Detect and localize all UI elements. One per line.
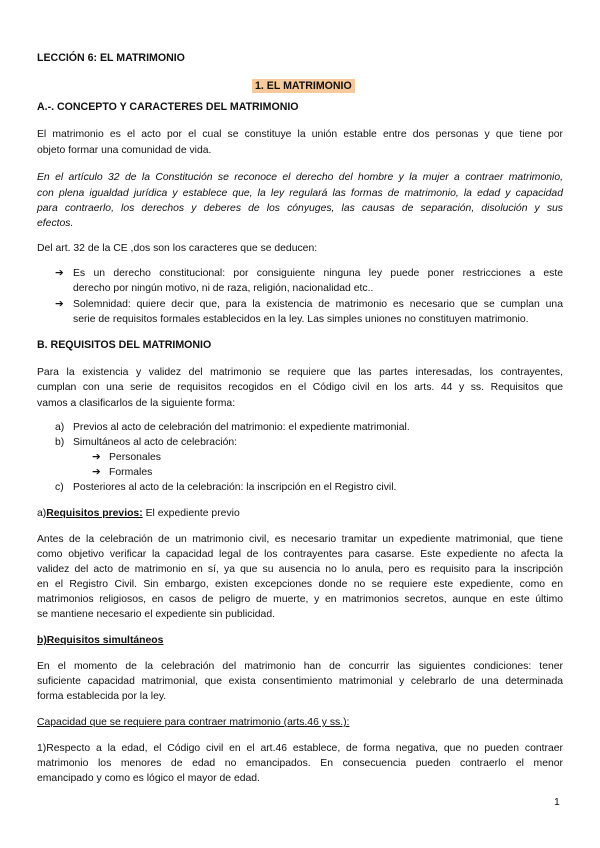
section-b-title: B. REQUISITOS DEL MATRIMONIO [37, 339, 212, 351]
capacidad-line: emancipado y como es lógico el mayor de edad. [37, 773, 260, 784]
arrow-bullet-icon: ➔ [55, 268, 64, 279]
list-marker: c) [55, 482, 64, 493]
caracter-line: derecho por ningún motivo, ni de raza, religión, nacionalidad etc.. [73, 283, 374, 294]
section-1-title-highlight: 1. EL MATRIMONIO [252, 79, 355, 93]
arrow-bullet-icon: ➔ [92, 467, 101, 478]
simultaneos-line: suficiente capacidad matrimonial, que exista consentimiento matrimonial y celebrarlo de una determinada [37, 676, 563, 687]
list-item: Simultáneos al acto de celebración: [73, 437, 238, 448]
previos-heading-rest: El expediente previo [142, 508, 240, 519]
constitution-line: En el artículo 32 de la Constitución se reconoce el derecho del hombre y la mujer a contraer matrimonio, [37, 172, 563, 183]
caracter-line: Solemnidad: quiere decir que, para la existencia de matrimonio es necesario que se cumplan una [73, 299, 563, 310]
arrow-bullet-icon: ➔ [92, 452, 101, 463]
simultaneos-line: En el momento de la celebración del matrimonio han de concurrir las siguientes condiciones: tener [37, 661, 563, 672]
section-a-title: A.-. CONCEPTO Y CARACTERES DEL MATRIMONIO [37, 101, 299, 113]
list-marker: a) [55, 422, 65, 433]
simultaneos-heading: b)Requisitos simultáneos [37, 635, 164, 646]
requisitos-intro-line: Para la existencia y validez del matrimonio se requiere que las partes interesadas, los contrayentes, [37, 367, 563, 378]
lesson-title: LECCIÓN 6: EL MATRIMONIO [37, 52, 185, 64]
constitution-line: efectos. [37, 218, 74, 229]
sub-list-item: Formales [109, 467, 153, 478]
caracteres-intro: Del art. 32 de la CE ,dos son los caracteres que se deducen: [37, 243, 318, 254]
caracter-line: Es un derecho constitucional: por consiguiente ninguna ley puede poner restricciones a este [73, 268, 563, 279]
previos-line: Antes de la celebración de un matrimonio civil, es necesario tramitar un expediente matrimonial, que tiene [37, 534, 563, 545]
constitution-line: para contraerlo, los derechos y deberes de los cónyuges, las causas de separación, disolución y sus [37, 203, 563, 214]
simultaneos-line: forma establecida por la ley. [37, 691, 167, 702]
constitution-line: con plena igualdad jurídica y establece que, la ley regulará las formas de matrimonio, la edad y capacidad [37, 188, 563, 199]
page-number: 1 [554, 797, 560, 808]
sub-list-item: Personales [109, 452, 161, 463]
previos-heading-label: Requisitos previos: [46, 508, 143, 519]
previos-heading [37, 506, 563, 522]
requisitos-intro-line: cumplan con una serie de requisitos recogidos en el Código civil en los arts. 44 y ss. Requisitos que [37, 382, 563, 393]
previos-heading-prefix: a) [37, 508, 47, 519]
previos-line: validez del acto de matrimonio en sí, ya que su ausencia no lo anula, pero es requisito para la inscripción [37, 564, 563, 575]
previos-line: se mantiene necesario el expediente sin publicidad. [37, 609, 275, 620]
intro-line: objeto formar una comunidad de vida. [37, 145, 212, 156]
intro-line: El matrimonio es el acto por el cual se constituye la unión estable entre dos personas y que tiene por [37, 129, 563, 140]
capacidad-heading: Capacidad que se requiere para contraer matrimonio (arts.46 y ss.): [37, 717, 350, 728]
capacidad-line: matrimonio los menores de edad no emancipados. En consecuencia pueden contraerlo el menor [37, 758, 563, 769]
previos-line: como objetivo verificar la capacidad legal de los contrayentes para casarse. Este expediente no afecta la [37, 549, 563, 560]
previos-line: matrimonios religiosos, en casos de peligro de muerte, y en matrimonios secretos, aunque en este último [37, 594, 563, 605]
list-item: Previos al acto de celebración del matrimonio: el expediente matrimonial. [73, 422, 410, 433]
previos-line: en el Registro Civil. Sin embargo, existen excepciones donde no se requiere este expediente, como en [37, 579, 563, 590]
requisitos-intro-line: vamos a clasificarlos de la siguiente forma: [37, 398, 236, 409]
list-marker: b) [55, 437, 65, 448]
caracter-line: serie de requisitos formales establecidos en la ley. Las simples uniones no constituyen matrimonio. [73, 314, 529, 325]
capacidad-line: 1)Respecto a la edad, el Código civil en el art.46 establece, de forma negativa, que no pueden contraer [37, 743, 563, 754]
arrow-bullet-icon: ➔ [55, 299, 64, 310]
list-item: Posteriores al acto de la celebración: la inscripción en el Registro civil. [73, 482, 397, 493]
section-1-title [252, 76, 355, 94]
